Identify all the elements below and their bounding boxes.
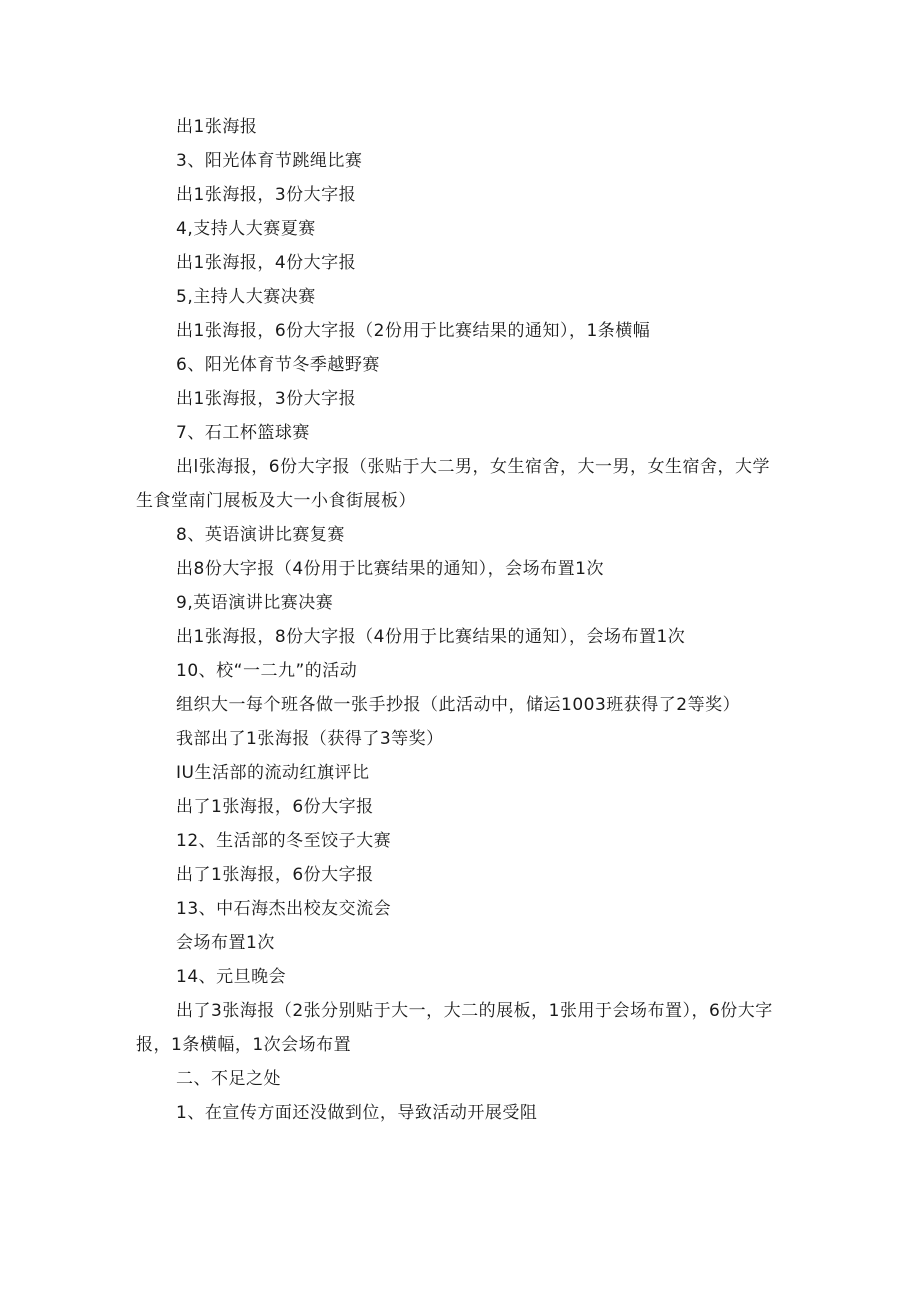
text-line: 出1张海报，8份大字报（4份用于比赛结果的通知），会场布置1次 [176,627,686,647]
section-heading: 10、校“一二九”的活动 [176,661,358,681]
text-paragraph: 组织大一每个班各做一张手抄报（此活动中，储运1003班获得了2等奖） [176,695,741,715]
section-heading: 二、不足之处 [176,1069,281,1089]
section-heading: 9,英语演讲比赛决赛 [176,593,334,613]
text-line: 1、在宣传方面还没做到位，导致活动开展受阻 [176,1103,538,1123]
text-line: 出1张海报，3份大字报 [176,389,357,409]
section-heading: 6、阳光体育节冬季越野赛 [176,355,380,375]
text-line: 出1张海报，6份大字报（2份用于比赛结果的通知），1条横幅 [176,321,651,341]
section-heading: 4,支持人大赛夏赛 [176,219,316,239]
text-paragraph: 出了3张海报（2张分别贴于大一，大二的展板，1张用于会场布置），6份大字报，1条横幅，1次会场布置 [136,1001,773,1055]
section-heading: 5,主持人大赛决赛 [176,287,316,307]
text-line: 出了1张海报，6份大字报 [176,865,374,885]
text-line: 出1张海报 [176,117,258,137]
section-heading: 12、生活部的冬至饺子大赛 [176,831,392,851]
text-line: 出8份大字报（4份用于比赛结果的通知），会场布置1次 [176,559,604,579]
section-heading: IU生活部的流动红旗评比 [176,763,370,783]
text-line: 出了1张海报，6份大字报 [176,797,374,817]
section-heading: 7、石工杯篮球赛 [176,423,310,443]
section-heading: 14、元旦晚会 [176,967,287,987]
text-line: 出1张海报，4份大字报 [176,253,357,273]
text-line: 出1张海报，3份大字报 [176,185,357,205]
section-heading: 3、阳光体育节跳绳比赛 [176,151,363,171]
document-body [136,110,786,1130]
text-paragraph: 出l张海报，6份大字报（张贴于大二男，女生宿舍，大一男，女生宿舍，大学生食堂南门展板及大一小食街展板） [136,457,771,511]
section-heading: 13、中石海杰出校友交流会 [176,899,392,919]
section-heading: 8、英语演讲比赛复赛 [176,525,345,545]
text-line: 我部出了1张海报（获得了3等奖） [176,729,444,749]
text-line: 会场布置1次 [176,933,275,953]
